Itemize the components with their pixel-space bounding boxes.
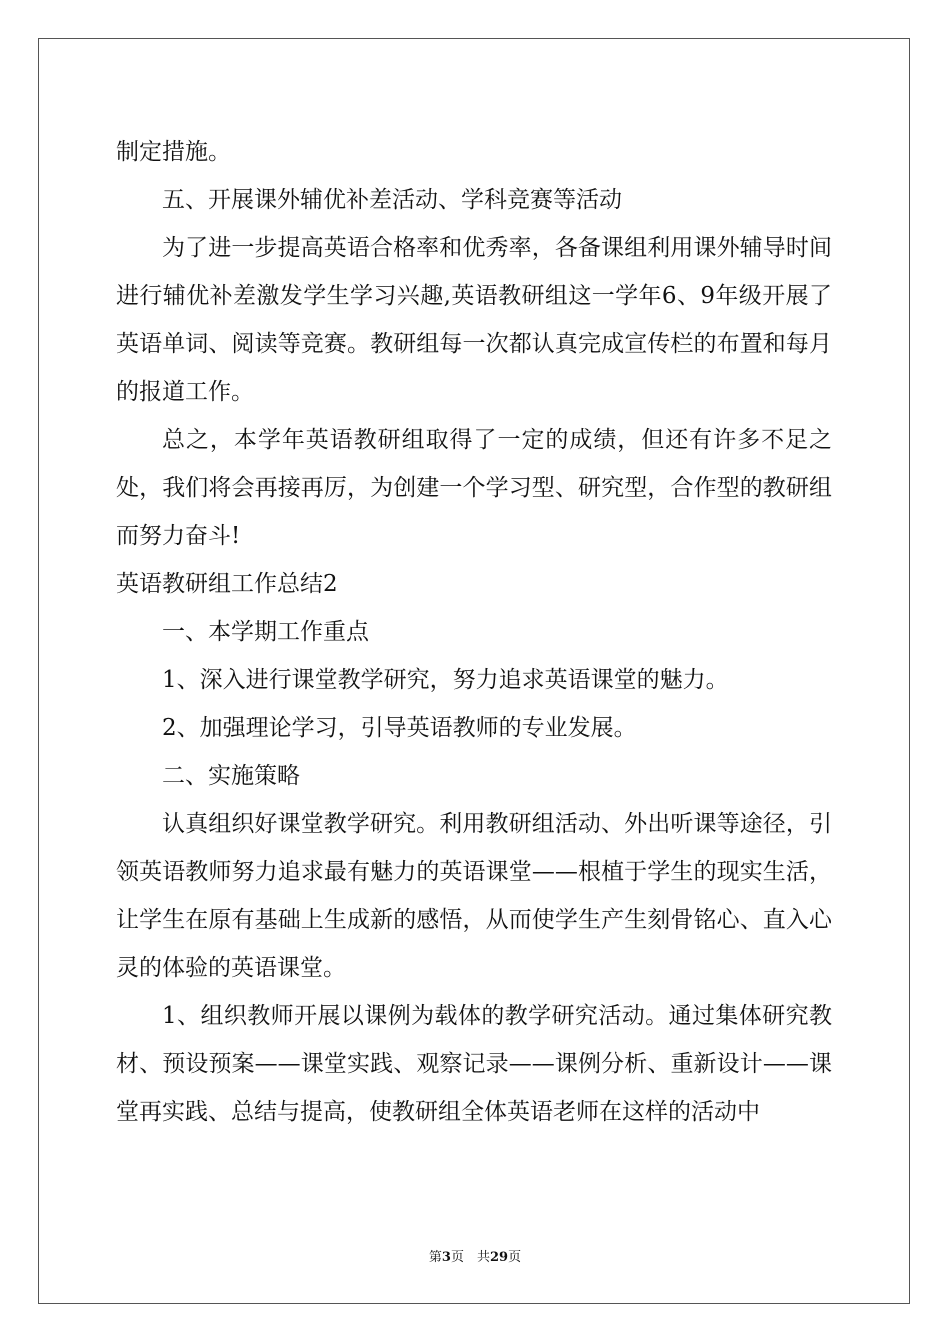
current-page-number: 3 — [441, 1250, 451, 1265]
paragraph-11: 1、组织教师开展以课例为载体的教学研究活动。通过集体研究教材、预设预案——课堂实践、观察记录——课例分析、重新设计——课堂再实践、总结与提高，使教研组全体英语老师在这样的活动中 — [116, 1003, 832, 1125]
footer-middle: 页 共 — [450, 1250, 490, 1265]
paragraph-10: 认真组织好课堂教学研究。利用教研组活动、外出听课等途径，引领英语教师努力追求最有魅力的英语课堂——根植于学生的现实生活，让学生在原有基础上生成新的感悟，从而使学生产生刻骨铭心、直入心灵的体验的英语课堂。 — [116, 811, 832, 981]
section-heading-5: 五、开展课外辅优补差活动、学科竞赛等活动 — [162, 187, 622, 213]
total-page-count: 29 — [489, 1250, 509, 1265]
list-item-2: 2、加强理论学习，引导英语教师的专业发展。 — [162, 715, 637, 741]
section-heading-2: 二、实施策略 — [162, 763, 300, 789]
section-heading-1: 一、本学期工作重点 — [162, 619, 369, 645]
footer-prefix: 第 — [428, 1250, 442, 1265]
document-subtitle: 英语教研组工作总结2 — [116, 571, 338, 597]
list-item-1: 1、深入进行课堂教学研究，努力追求英语课堂的魅力。 — [162, 667, 729, 693]
paragraph-4: 总之，本学年英语教研组取得了一定的成绩，但还有许多不足之处，我们将会再接再厉，为创建一个学习型、研究型，合作型的教研组而努力奋斗! — [116, 427, 832, 549]
paragraph-3: 为了进一步提高英语合格率和优秀率，各备课组利用课外辅导时间进行辅优补差激发学生学习兴趣,英语教研组这一学年6、9年级开展了英语单词、阅读等竞赛。教研组每一次都认真完成宣传栏的布置和每月的报道工作。 — [116, 235, 832, 405]
page-footer — [0, 1246, 950, 1265]
footer-suffix: 页 — [508, 1250, 522, 1265]
paragraph-1: 制定措施。 — [116, 139, 231, 165]
document-body — [116, 128, 832, 1136]
